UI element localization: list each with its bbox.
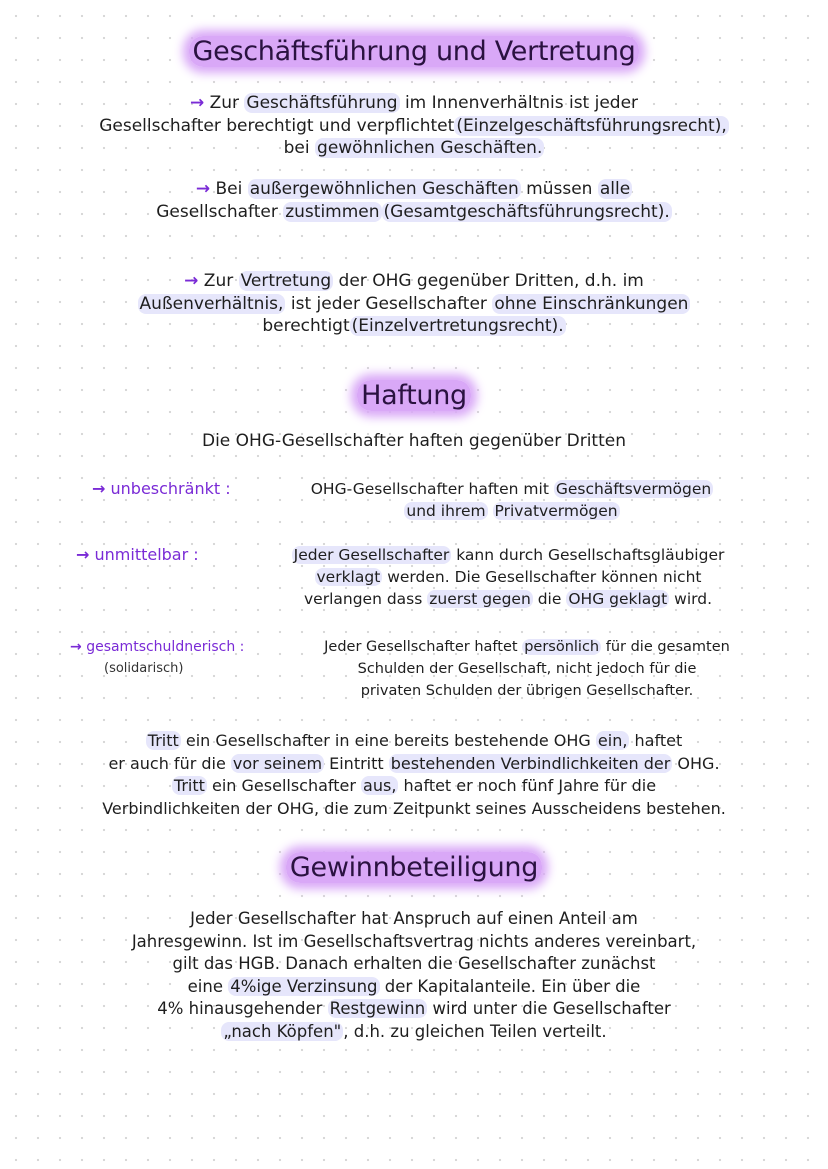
haftung-intro [40, 430, 788, 453]
line [40, 976, 788, 999]
text: berechtigt [262, 316, 350, 336]
paragraph-gewinnbeteiligung [40, 908, 788, 1043]
line [40, 293, 788, 316]
text: Gesellschafter [156, 201, 278, 222]
text: er auch für die [108, 753, 226, 773]
text: eine [187, 976, 224, 996]
arrow-icon: → [92, 479, 106, 498]
text: müssen [526, 179, 593, 199]
highlight: bestehenden Verbindlichkeiten der [390, 753, 671, 773]
line [40, 315, 788, 338]
text: ist jeder Gesellschafter [290, 293, 487, 314]
line [30, 730, 798, 753]
line [40, 270, 788, 293]
arrow-icon: → [189, 93, 205, 113]
highlight: zustimmen [285, 201, 380, 222]
text: wird unter die Gesellschafter [432, 999, 671, 1018]
text: Zur [209, 93, 240, 113]
highlight: 4%ige Verzinsung [230, 976, 378, 996]
line [40, 201, 788, 224]
highlight: „nach Köpfen" [223, 1021, 342, 1041]
highlight: und ihrem [406, 502, 486, 520]
line [262, 478, 762, 500]
highlight: alle [599, 179, 631, 199]
text: der Kapitalanteile. Ein über die [384, 976, 641, 996]
line [228, 544, 788, 566]
text: 4% hinausgehender [157, 999, 323, 1018]
line [30, 775, 798, 798]
heading-text: Geschäftsführung und Vertretung [189, 36, 640, 67]
highlight: Jeder Gesellschafter [293, 546, 450, 564]
line [40, 115, 788, 138]
highlight: gewöhnlichen Geschäften. [317, 138, 543, 158]
arrow-icon: → [184, 271, 199, 291]
highlight: zuerst gegen [429, 590, 531, 608]
paragraph-eintritt-austritt [30, 730, 798, 820]
term-unmittelbar [76, 544, 199, 566]
text: , d.h. zu gleichen Teilen verteilt. [343, 1021, 607, 1041]
highlight: Vertretung [240, 271, 332, 291]
text: Die OHG-Gesellschafter haften gegenüber Dritten [201, 431, 626, 451]
highlight: aus, [363, 776, 397, 795]
line: Jahresgewinn. Ist im Gesellschaftsvertrag nichts anderes vereinbart, [131, 931, 697, 951]
definition-gesamtschuldnerisch [262, 636, 792, 702]
line: privaten Schulden der übrigen Gesellschafter. [360, 683, 694, 699]
text: verlangen dass [303, 590, 423, 608]
heading-haftung [0, 378, 828, 414]
heading-gewinnbeteiligung [0, 850, 828, 886]
highlight: außergewöhnlichen Geschäften [249, 179, 519, 199]
text: OHG-Gesellschafter haften mit [310, 480, 549, 498]
term-sub-label: (solidarisch) [104, 661, 184, 676]
text: kann durch Gesellschaftsgläubiger [456, 546, 725, 564]
text: Jeder Gesellschafter haftet [324, 639, 518, 655]
highlight: Tritt [173, 776, 205, 795]
highlight: Geschäftsvermögen [555, 480, 712, 498]
highlight: (Gesamtgeschäftsführungsrecht). [383, 201, 670, 222]
text: ein Gesellschafter in eine bereits bestehende OHG [185, 731, 591, 750]
text: wird. [674, 590, 713, 608]
text: im Innenverhältnis ist jeder [404, 93, 639, 113]
text: für die gesamten [605, 639, 730, 655]
highlight: Geschäftsführung [246, 93, 398, 113]
paragraph-geschaeftsfuehrung [40, 92, 788, 160]
line [262, 500, 762, 522]
highlight: Restgewinn [329, 999, 426, 1018]
text: OHG. [677, 753, 720, 773]
line [40, 998, 788, 1021]
line: Schulden der Gesellschaft, nicht jedoch für die [357, 661, 697, 677]
highlight: Tritt [147, 731, 179, 750]
term-label: unmittelbar : [94, 545, 199, 564]
text: der OHG gegenüber Dritten, d.h. im [338, 271, 644, 291]
text: Bei [215, 179, 243, 199]
heading-geschaeftsfuehrung [0, 34, 828, 70]
arrow-icon: → [195, 179, 211, 199]
highlight: (Einzelvertretungsrecht). [351, 316, 564, 336]
paragraph-vertretung [40, 270, 788, 338]
line: Verbindlichkeiten der OHG, die zum Zeitpunkt seines Ausscheidens bestehen. [102, 798, 726, 818]
highlight: vor seinem [232, 753, 323, 773]
definition-unmittelbar [228, 544, 788, 610]
line [40, 178, 788, 201]
arrow-icon: → [76, 545, 90, 564]
highlight: ohne Einschränkungen [494, 293, 689, 314]
text: ein Gesellschafter [212, 776, 356, 795]
highlight: Außenverhältnis, [139, 293, 284, 314]
highlight: OHG geklagt [568, 590, 668, 608]
line [228, 566, 788, 588]
definition-unbeschraenkt [262, 478, 762, 522]
text: bei [283, 138, 310, 158]
arrow-icon: → [70, 639, 82, 655]
line [262, 636, 792, 658]
text: werden. Die Gesellschafter können nicht [387, 568, 702, 586]
paragraph-ausserordentlich [40, 178, 788, 223]
highlight: verklagt [316, 568, 381, 586]
line [30, 753, 798, 776]
text: haftet [634, 731, 683, 750]
heading-text: Gewinnbeteiligung [286, 852, 542, 883]
highlight: (Einzelgeschäftsführungsrecht), [456, 115, 727, 136]
term-unbeschraenkt [92, 478, 231, 500]
highlight: ein, [597, 731, 628, 750]
term-label: unbeschränkt : [110, 479, 231, 498]
heading-text: Haftung [357, 380, 471, 411]
line [228, 588, 788, 610]
text: Zur [203, 271, 234, 291]
line [70, 636, 244, 658]
text: Eintritt [329, 753, 384, 773]
line [40, 137, 788, 160]
term-gesamtschuldnerisch [70, 636, 244, 680]
text: Gesellschafter berechtigt und verpflichtet [99, 115, 455, 136]
text: haftet er noch fünf Jahre für die [403, 776, 657, 795]
term-label: gesamtschuldnerisch : [86, 639, 245, 655]
line: Jeder Gesellschafter hat Anspruch auf einen Anteil am [190, 909, 638, 928]
line: gilt das HGB. Danach erhalten die Gesellschafter zunächst [172, 954, 656, 973]
highlight: Privatvermögen [494, 502, 618, 520]
line [40, 1021, 788, 1044]
highlight: persönlich [524, 639, 600, 655]
text: die [537, 590, 562, 608]
line [40, 92, 788, 115]
